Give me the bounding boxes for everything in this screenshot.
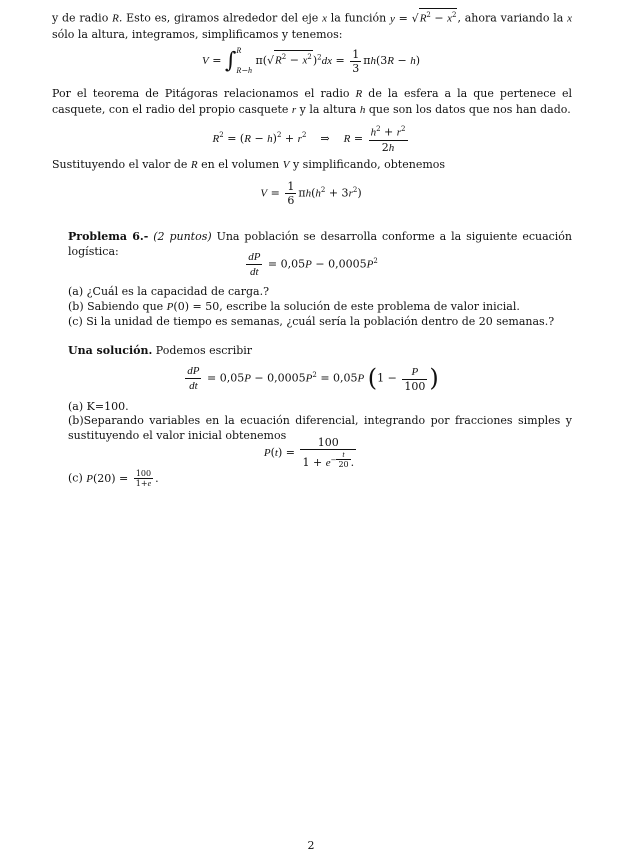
volume-integral-equation: V = ∫R R−h $\pi(√R^2 - x^2)^2dx$ = $\frac{1}{3}$ πh(3R − h) <box>202 46 420 75</box>
page-number: 2 <box>307 839 315 852</box>
solution-c <box>68 469 572 488</box>
solution-c-prefix: (c) <box>68 471 83 485</box>
volume-final-equation: V = $\frac{1}{6}$ $\pi h(h^2 + 3r^2)$ <box>260 180 362 207</box>
solution-label: Una solución. <box>68 344 153 357</box>
solution-equation: P(t) = 100 $1 + e^{- \frac{t}{20}}$ . <box>263 436 355 470</box>
problem-text: Una población se desarrolla conforme a la siguiente ecuación logística: <box>68 230 573 258</box>
solution-heading <box>68 343 572 358</box>
logistic-equation: $\frac{dP}{dt}$ = $0,05P - 0,0005P^2$ <box>248 251 378 278</box>
problem-item-b: (b) Sabiendo que P(0) = 50, escribe la solución de este problema de valor inicial. <box>68 300 520 313</box>
solution-c-equation: P(20) = $\frac{100}{1+e}$ . <box>86 469 159 488</box>
function-equation: $y = √R^2 - x^2$ <box>390 12 457 25</box>
problem-points: (2 puntos) <box>153 230 212 243</box>
problem-item-a: (a) ¿Cuál es la capacidad de carga.? <box>68 285 269 298</box>
solution-a: (a) K=100. <box>68 400 129 413</box>
solution-b-text: (b)Separando variables en la ecuación diferencial, integrando por fracciones simples y sustituyendo el valor inicial obtenemos <box>68 414 572 442</box>
logistic-factored-equation: $\frac{dP}{dt}$ = $0,05P - 0,0005P^2 = 0,05P$ (1 − $\frac{P}{100}$ ) <box>187 364 439 393</box>
problem-label: Problema 6.- <box>68 230 149 243</box>
solution-intro: Podemos escribir <box>155 344 253 357</box>
pitagoras-paragraph: Por el teorema de Pitágoras relacionamos el radio R de la esfera a la que pertenece el casquete, con el radio del propio casquete r y la altura h que son los datos que nos han dado. <box>52 87 572 116</box>
pitagoras-equation: $R^2 = (R - h)^2 + r^2$ ⇒ R = $\frac{h^2 + r^2}{2h}$ <box>212 125 406 154</box>
intro-paragraph: y de radio R. Esto es, giramos alrededor del eje x la función $y = √R^2 - x^2$, ahora variando la x sólo la altura, integramos, simplificamos y tenemos: <box>52 8 572 42</box>
sustituyendo-paragraph: Sustituyendo el valor de R en el volumen V y simplificando, obtenemos <box>52 158 446 171</box>
problem-item-c: (c) Si la unidad de tiempo es semanas, ¿cuál sería la población dentro de 20 semanas.? <box>68 315 555 328</box>
